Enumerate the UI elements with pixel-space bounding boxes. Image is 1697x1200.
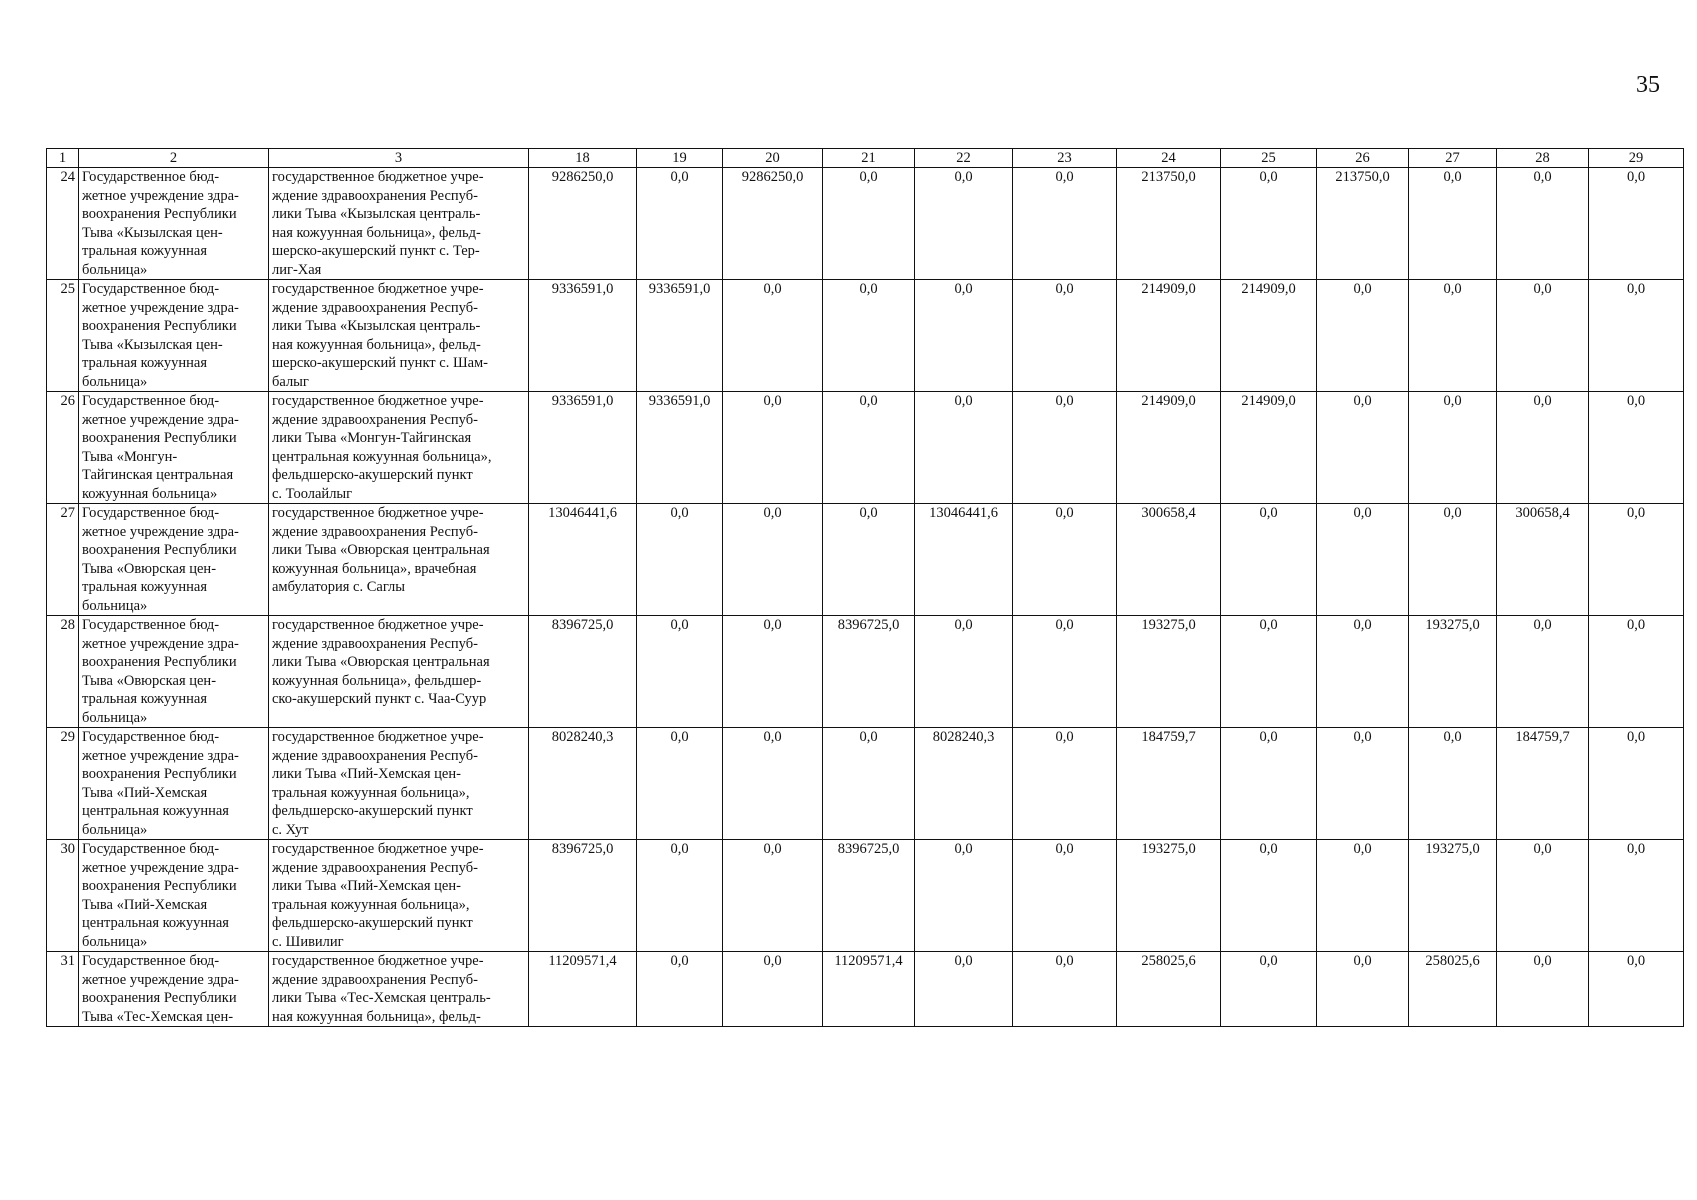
value-cell-col-24: 213750,0 [1117, 168, 1221, 280]
value-cell-col-22: 0,0 [915, 168, 1013, 280]
value-cell-col-22: 13046441,6 [915, 504, 1013, 616]
column-header-26: 26 [1317, 149, 1409, 168]
column-header-21: 21 [823, 149, 915, 168]
value-cell-col-29: 0,0 [1589, 392, 1684, 504]
facility-cell: государственное бюджетное учре- ждение здравоохранения Респуб- лики Тыва «Пий-Хемская цен- тральная кожуунная больница», фельдшерско-акушерский пункт с. Шивилиг [269, 840, 529, 952]
header-row [47, 149, 1684, 168]
value-cell-col-18: 11209571,4 [529, 952, 637, 1027]
value-cell-col-28: 0,0 [1497, 168, 1589, 280]
value-cell-col-26: 0,0 [1317, 504, 1409, 616]
row-number: 30 [47, 840, 79, 952]
value-cell-col-18: 9286250,0 [529, 168, 637, 280]
institution-cell: Государственное бюд- жетное учреждение здра- воохранения Республики Тыва «Кызылская цен- тральная кожуунная больница» [79, 280, 269, 392]
value-cell-col-19: 0,0 [637, 840, 723, 952]
value-cell-col-21: 8396725,0 [823, 616, 915, 728]
value-cell-col-18: 8396725,0 [529, 840, 637, 952]
value-cell-col-26: 213750,0 [1317, 168, 1409, 280]
value-cell-col-25: 0,0 [1221, 728, 1317, 840]
value-cell-col-26: 0,0 [1317, 840, 1409, 952]
value-cell-col-27: 193275,0 [1409, 616, 1497, 728]
column-header-27: 27 [1409, 149, 1497, 168]
value-cell-col-29: 0,0 [1589, 952, 1684, 1027]
institution-cell: Государственное бюд- жетное учреждение здра- воохранения Республики Тыва «Овюрская цен- тральная кожуунная больница» [79, 616, 269, 728]
value-cell-col-25: 0,0 [1221, 840, 1317, 952]
facility-cell: государственное бюджетное учре- ждение здравоохранения Респуб- лики Тыва «Кызылская централь- ная кожуунная больница», фельд- шерско-акушерский пункт с. Тер- лиг-Хая [269, 168, 529, 280]
value-cell-col-22: 0,0 [915, 392, 1013, 504]
value-cell-col-23: 0,0 [1013, 728, 1117, 840]
institution-cell: Государственное бюд- жетное учреждение здра- воохранения Республики Тыва «Кызылская цен- тральная кожуунная больница» [79, 168, 269, 280]
column-header-3: 3 [269, 149, 529, 168]
value-cell-col-24: 214909,0 [1117, 392, 1221, 504]
value-cell-col-21: 8396725,0 [823, 840, 915, 952]
value-cell-col-24: 193275,0 [1117, 840, 1221, 952]
value-cell-col-19: 9336591,0 [637, 280, 723, 392]
value-cell-col-22: 0,0 [915, 616, 1013, 728]
row-number: 25 [47, 280, 79, 392]
value-cell-col-24: 214909,0 [1117, 280, 1221, 392]
value-cell-col-20: 9286250,0 [723, 168, 823, 280]
value-cell-col-22: 8028240,3 [915, 728, 1013, 840]
column-header-1: 1 [47, 149, 79, 168]
institution-cell: Государственное бюд- жетное учреждение здра- воохранения Республики Тыва «Пий-Хемская центральная кожуунная больница» [79, 728, 269, 840]
value-cell-col-28: 0,0 [1497, 280, 1589, 392]
row-number: 26 [47, 392, 79, 504]
facility-cell: государственное бюджетное учре- ждение здравоохранения Респуб- лики Тыва «Тес-Хемская централь- ная кожуунная больница», фельд- [269, 952, 529, 1027]
institution-cell: Государственное бюд- жетное учреждение здра- воохранения Республики Тыва «Овюрская цен- тральная кожуунная больница» [79, 504, 269, 616]
value-cell-col-21: 0,0 [823, 168, 915, 280]
value-cell-col-29: 0,0 [1589, 504, 1684, 616]
facility-cell: государственное бюджетное учре- ждение здравоохранения Респуб- лики Тыва «Пий-Хемская цен- тральная кожуунная больница», фельдшерско-акушерский пункт с. Хут [269, 728, 529, 840]
value-cell-col-20: 0,0 [723, 616, 823, 728]
value-cell-col-27: 0,0 [1409, 392, 1497, 504]
value-cell-col-26: 0,0 [1317, 280, 1409, 392]
value-cell-col-22: 0,0 [915, 952, 1013, 1027]
value-cell-col-19: 0,0 [637, 952, 723, 1027]
value-cell-col-28: 0,0 [1497, 952, 1589, 1027]
facility-cell: государственное бюджетное учре- ждение здравоохранения Респуб- лики Тыва «Овюрская центральная кожуунная больница», врачебная амбулатория с. Саглы [269, 504, 529, 616]
value-cell-col-26: 0,0 [1317, 728, 1409, 840]
value-cell-col-23: 0,0 [1013, 168, 1117, 280]
value-cell-col-26: 0,0 [1317, 392, 1409, 504]
value-cell-col-25: 0,0 [1221, 168, 1317, 280]
table-row [47, 728, 1684, 840]
value-cell-col-20: 0,0 [723, 952, 823, 1027]
value-cell-col-21: 0,0 [823, 728, 915, 840]
value-cell-col-23: 0,0 [1013, 952, 1117, 1027]
value-cell-col-19: 9336591,0 [637, 392, 723, 504]
facility-cell: государственное бюджетное учре- ждение здравоохранения Респуб- лики Тыва «Овюрская центральная кожуунная больница», фельдшер- ско-акушерский пункт с. Чаа-Суур [269, 616, 529, 728]
table-row [47, 504, 1684, 616]
value-cell-col-25: 0,0 [1221, 504, 1317, 616]
value-cell-col-20: 0,0 [723, 280, 823, 392]
value-cell-col-28: 0,0 [1497, 392, 1589, 504]
value-cell-col-18: 9336591,0 [529, 280, 637, 392]
value-cell-col-25: 0,0 [1221, 616, 1317, 728]
value-cell-col-27: 258025,6 [1409, 952, 1497, 1027]
value-cell-col-24: 184759,7 [1117, 728, 1221, 840]
value-cell-col-28: 0,0 [1497, 840, 1589, 952]
row-number: 24 [47, 168, 79, 280]
value-cell-col-29: 0,0 [1589, 840, 1684, 952]
value-cell-col-28: 300658,4 [1497, 504, 1589, 616]
column-header-24: 24 [1117, 149, 1221, 168]
column-header-22: 22 [915, 149, 1013, 168]
value-cell-col-20: 0,0 [723, 392, 823, 504]
column-header-28: 28 [1497, 149, 1589, 168]
column-header-25: 25 [1221, 149, 1317, 168]
column-header-18: 18 [529, 149, 637, 168]
value-cell-col-21: 0,0 [823, 280, 915, 392]
value-cell-col-29: 0,0 [1589, 280, 1684, 392]
column-header-29: 29 [1589, 149, 1684, 168]
value-cell-col-21: 0,0 [823, 392, 915, 504]
column-header-20: 20 [723, 149, 823, 168]
institution-cell: Государственное бюд- жетное учреждение здра- воохранения Республики Тыва «Тес-Хемская цен- [79, 952, 269, 1027]
value-cell-col-27: 0,0 [1409, 280, 1497, 392]
value-cell-col-23: 0,0 [1013, 504, 1117, 616]
table-row [47, 168, 1684, 280]
table-row [47, 392, 1684, 504]
value-cell-col-22: 0,0 [915, 840, 1013, 952]
value-cell-col-23: 0,0 [1013, 840, 1117, 952]
value-cell-col-28: 0,0 [1497, 616, 1589, 728]
value-cell-col-19: 0,0 [637, 728, 723, 840]
value-cell-col-18: 8396725,0 [529, 616, 637, 728]
value-cell-col-18: 13046441,6 [529, 504, 637, 616]
value-cell-col-29: 0,0 [1589, 616, 1684, 728]
value-cell-col-23: 0,0 [1013, 280, 1117, 392]
value-cell-col-19: 0,0 [637, 168, 723, 280]
value-cell-col-21: 0,0 [823, 504, 915, 616]
value-cell-col-20: 0,0 [723, 840, 823, 952]
value-cell-col-27: 0,0 [1409, 728, 1497, 840]
value-cell-col-26: 0,0 [1317, 952, 1409, 1027]
value-cell-col-28: 184759,7 [1497, 728, 1589, 840]
table-row [47, 616, 1684, 728]
table-row [47, 840, 1684, 952]
column-header-19: 19 [637, 149, 723, 168]
value-cell-col-27: 0,0 [1409, 168, 1497, 280]
row-number: 28 [47, 616, 79, 728]
column-header-2: 2 [79, 149, 269, 168]
value-cell-col-20: 0,0 [723, 728, 823, 840]
value-cell-col-27: 193275,0 [1409, 840, 1497, 952]
value-cell-col-29: 0,0 [1589, 728, 1684, 840]
institution-cell: Государственное бюд- жетное учреждение здра- воохранения Республики Тыва «Пий-Хемская центральная кожуунная больница» [79, 840, 269, 952]
value-cell-col-22: 0,0 [915, 280, 1013, 392]
value-cell-col-19: 0,0 [637, 504, 723, 616]
column-header-23: 23 [1013, 149, 1117, 168]
value-cell-col-29: 0,0 [1589, 168, 1684, 280]
value-cell-col-23: 0,0 [1013, 616, 1117, 728]
value-cell-col-27: 0,0 [1409, 504, 1497, 616]
row-number: 27 [47, 504, 79, 616]
value-cell-col-24: 258025,6 [1117, 952, 1221, 1027]
value-cell-col-25: 214909,0 [1221, 280, 1317, 392]
facility-cell: государственное бюджетное учре- ждение здравоохранения Респуб- лики Тыва «Кызылская централь- ная кожуунная больница», фельд- шерско-акушерский пункт с. Шам- балыг [269, 280, 529, 392]
value-cell-col-19: 0,0 [637, 616, 723, 728]
table-row [47, 952, 1684, 1027]
financing-table [46, 148, 1684, 1027]
value-cell-col-25: 214909,0 [1221, 392, 1317, 504]
value-cell-col-23: 0,0 [1013, 392, 1117, 504]
value-cell-col-25: 0,0 [1221, 952, 1317, 1027]
value-cell-col-21: 11209571,4 [823, 952, 915, 1027]
table-row [47, 280, 1684, 392]
value-cell-col-26: 0,0 [1317, 616, 1409, 728]
page-number: 35 [1636, 72, 1660, 98]
row-number: 31 [47, 952, 79, 1027]
value-cell-col-18: 8028240,3 [529, 728, 637, 840]
value-cell-col-18: 9336591,0 [529, 392, 637, 504]
value-cell-col-24: 193275,0 [1117, 616, 1221, 728]
table-body [47, 149, 1684, 1027]
row-number: 29 [47, 728, 79, 840]
facility-cell: государственное бюджетное учре- ждение здравоохранения Респуб- лики Тыва «Монгун-Тайгинская центральная кожуунная больница», фельдшерско-акушерский пункт с. Тоолайлыг [269, 392, 529, 504]
institution-cell: Государственное бюд- жетное учреждение здра- воохранения Республики Тыва «Монгун- Тайгинская центральная кожуунная больница» [79, 392, 269, 504]
value-cell-col-24: 300658,4 [1117, 504, 1221, 616]
value-cell-col-20: 0,0 [723, 504, 823, 616]
